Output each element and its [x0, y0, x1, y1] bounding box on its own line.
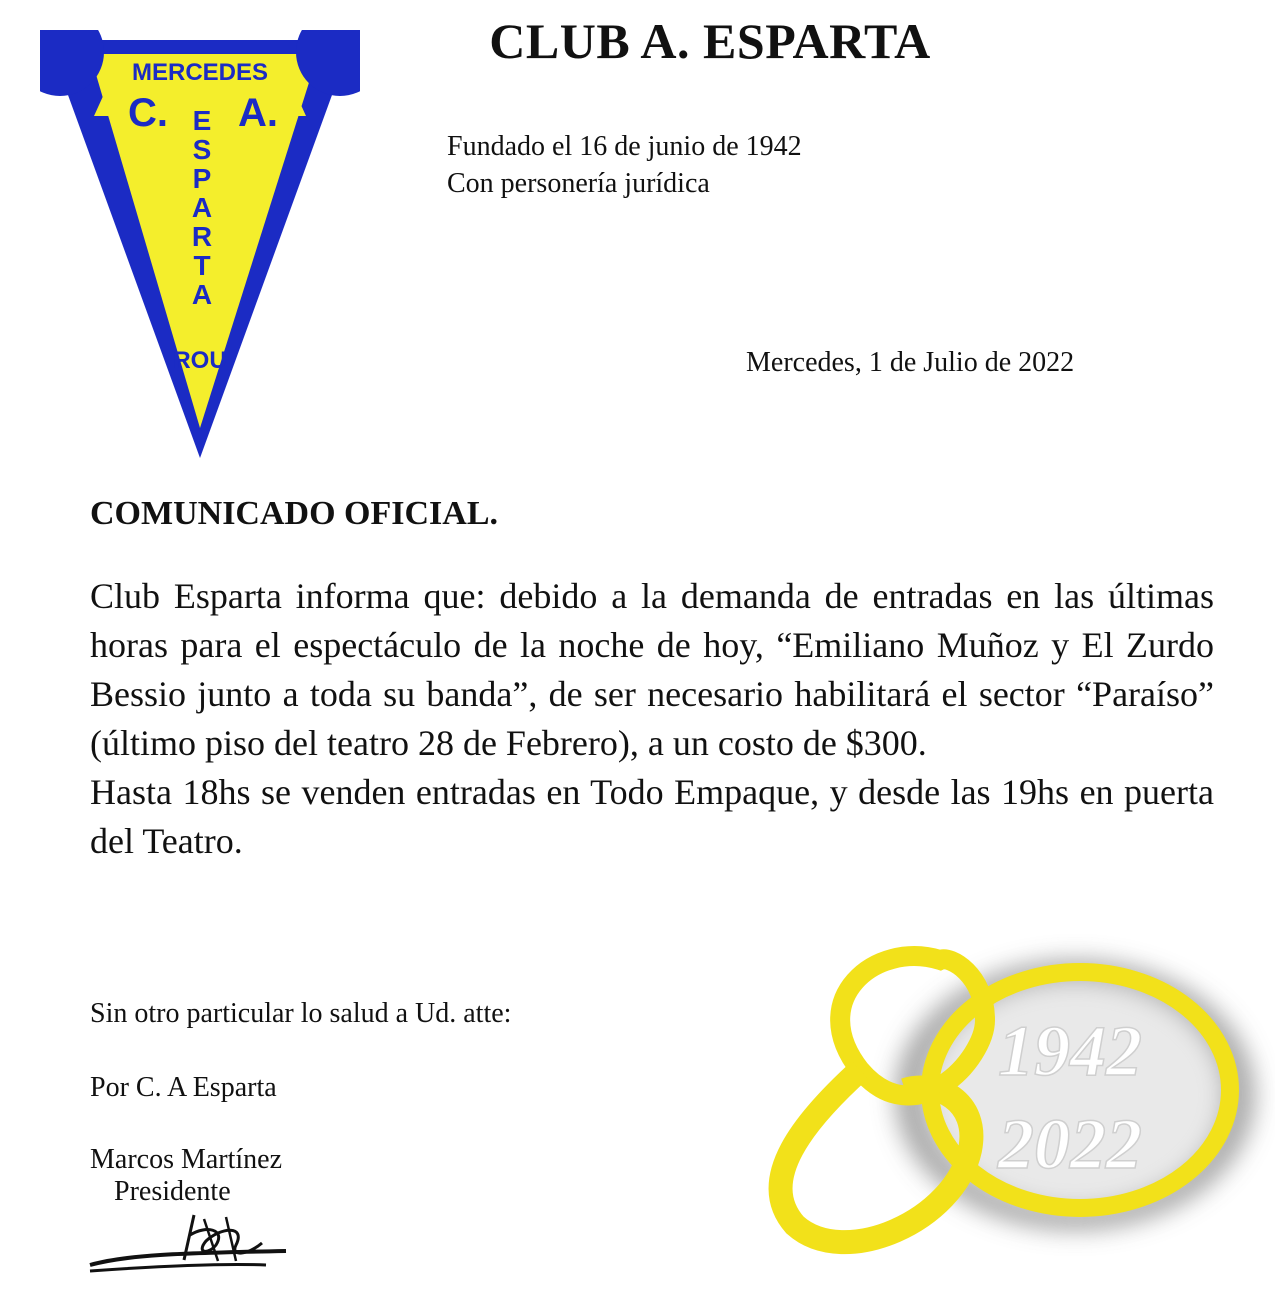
logo-vertical-letter: P — [192, 163, 212, 194]
signer-block — [90, 1144, 282, 1208]
logo-vertical-letter: R — [191, 221, 213, 252]
founded-date: Fundado el 16 de junio de 1942 — [447, 131, 802, 162]
logo-vertical-text — [192, 105, 212, 310]
legal-status: Con personería jurídica — [447, 168, 710, 199]
page-title: CLUB A. ESPARTA — [489, 13, 931, 69]
by-club-line: Por C. A Esparta — [90, 1072, 277, 1103]
logo-top-text: MERCEDES — [131, 59, 269, 86]
logo-vertical-letter: S — [192, 134, 212, 165]
handwritten-signature — [86, 1205, 296, 1280]
closing-line: Sin otro particular lo salud a Ud. atte: — [90, 998, 512, 1029]
signer-name: Marcos Martínez — [90, 1144, 283, 1175]
logo-bottom-text: ROU — [173, 347, 227, 374]
anniversary-start-year: 1942 — [998, 1011, 1142, 1091]
signer-role: Presidente — [114, 1176, 231, 1207]
logo-vertical-letter: E — [192, 105, 212, 136]
logo-vertical-letter: A — [191, 279, 213, 310]
logo-vertical-letter: A — [191, 192, 213, 223]
logo-letter-right: A. — [238, 91, 278, 135]
body-paragraph-2: Hasta 18hs se venden entradas en Todo Empaque, y desde las 19hs en puerta del Teatro. — [90, 772, 1214, 861]
place-date: Mercedes, 1 de Julio de 2022 — [746, 347, 1075, 378]
communique-heading: COMUNICADO OFICIAL. — [90, 495, 498, 532]
logo-vertical-letter: T — [193, 250, 211, 281]
body-paragraph-1: Club Esparta informa que: debido a la demanda de entradas en las últimas horas para el espectáculo de la noche de hoy, “Emiliano Muñoz y El Zurdo Bessio junto a toda su banda”, de ser necesario habilitará el sector “Paraíso” (último piso del teatro 28 de Febrero), a un costo de $300. — [90, 576, 1214, 763]
80-anniversary-emblem — [735, 920, 1275, 1260]
anniversary-end-year: 2022 — [998, 1104, 1142, 1184]
club-info — [447, 128, 802, 202]
logo-letter-left: C. — [128, 91, 168, 135]
communique-body — [90, 572, 1214, 866]
club-logo-pennant — [40, 30, 360, 470]
